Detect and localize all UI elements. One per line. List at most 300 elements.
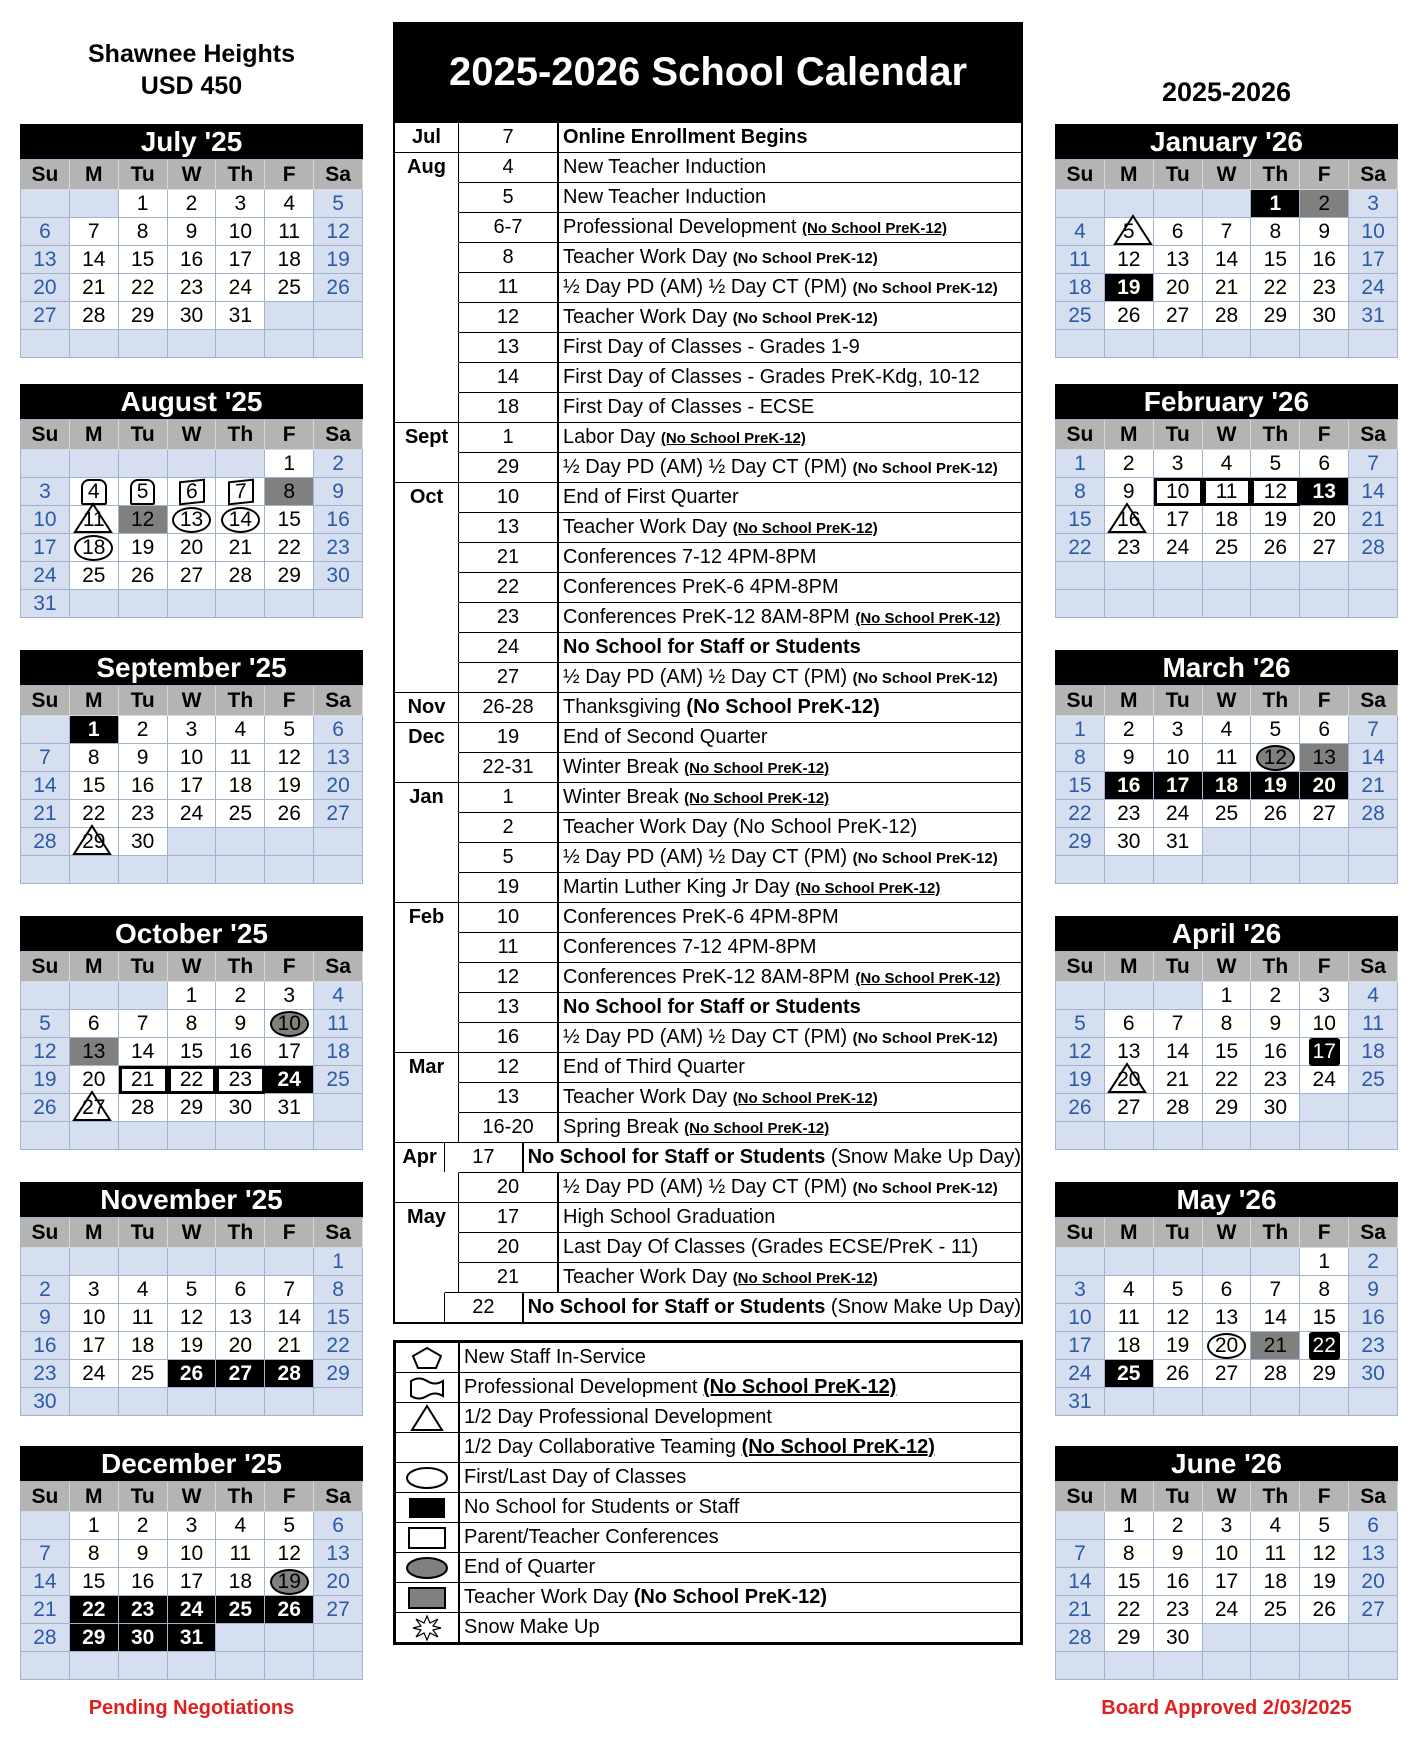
event-row — [395, 122, 1021, 152]
gray-oval-icon — [396, 1553, 460, 1582]
day-cell: 18 — [1056, 274, 1105, 302]
day-cell: 3 — [70, 1276, 119, 1304]
event-row — [395, 572, 1021, 602]
day-cell — [1056, 562, 1105, 590]
no-school-note: (No School PreK-12) — [732, 1270, 878, 1287]
event-text: Winter Break — [563, 786, 685, 808]
weekday-header: Tu — [1154, 1218, 1203, 1248]
event-note: (Snow Make Up Day) — [825, 1296, 1021, 1318]
day-cell: 12 — [265, 1540, 314, 1568]
day-cell: 9 — [168, 218, 217, 246]
day-cell: 19 — [1300, 1568, 1349, 1596]
day-cell: 1 — [1056, 716, 1105, 744]
event-text: Conferences PreK-6 4PM-8PM — [563, 576, 839, 598]
day-cell: 6 — [216, 1276, 265, 1304]
event-date: 6-7 — [459, 213, 559, 242]
weekday-header: Sa — [1349, 420, 1398, 450]
district-line-2: USD 450 — [140, 72, 243, 100]
day-cell: 6 — [1349, 1512, 1398, 1540]
day-cell — [265, 1652, 314, 1680]
weekday-header: Su — [1056, 1218, 1105, 1248]
day-cell: 27 — [1105, 1094, 1154, 1122]
day-cell: 6 — [1203, 1276, 1252, 1304]
event-text: ½ Day PD (AM) ½ Day CT (PM) — [563, 456, 853, 478]
day-cell: 6 — [168, 478, 217, 506]
day-cell: 24 — [1154, 534, 1203, 562]
day-cell: 29 — [1251, 302, 1300, 330]
event-row — [395, 662, 1021, 692]
weekday-header: Su — [21, 160, 70, 190]
day-cell: 2 — [119, 716, 168, 744]
day-cell: 20 — [1203, 1332, 1252, 1360]
day-cell: 3 — [216, 190, 265, 218]
day-cell: 7 — [1349, 716, 1398, 744]
day-cell: 23 — [216, 1066, 265, 1094]
weekday-header: F — [265, 686, 314, 716]
no-school-note: (No School PreK-12) — [855, 610, 1001, 627]
weekday-header: M — [1105, 420, 1154, 450]
day-cell — [1349, 1624, 1398, 1652]
day-cell: 7 — [21, 744, 70, 772]
day-cell: 8 — [1203, 1010, 1252, 1038]
district-name — [20, 38, 363, 102]
event-row — [395, 392, 1021, 422]
weekday-header: Th — [216, 1482, 265, 1512]
event-date: 22 — [445, 1293, 523, 1322]
day-cell — [1154, 1248, 1203, 1276]
legend-text: First/Last Day of Classes — [464, 1466, 687, 1488]
day-cell: 24 — [168, 1596, 217, 1624]
no-school-note: (No School PreK-12) — [852, 670, 998, 687]
event-month — [395, 212, 459, 242]
event-text: Teacher Work Day — [563, 306, 733, 328]
day-cell: 24 — [168, 800, 217, 828]
event-month — [395, 272, 459, 302]
day-cell: 28 — [119, 1094, 168, 1122]
event-text: ½ Day PD (AM) ½ Day CT (PM) — [563, 666, 853, 688]
weekday-header: F — [1300, 686, 1349, 716]
weekday-header: Tu — [1154, 952, 1203, 982]
day-cell: 20 — [314, 772, 363, 800]
weekday-header: Tu — [119, 1482, 168, 1512]
day-cell: 20 — [216, 1332, 265, 1360]
event-month — [395, 182, 459, 212]
legend-label — [460, 1613, 1020, 1642]
day-cell — [216, 330, 265, 358]
day-cell — [314, 1652, 363, 1680]
event-text: End of Third Quarter — [563, 1056, 745, 1078]
day-cell: 22 — [1056, 534, 1105, 562]
event-row — [395, 1172, 1021, 1202]
day-cell: 6 — [314, 1512, 363, 1540]
event-text: Teacher Work Day — [563, 1266, 733, 1288]
day-cell: 11 — [1056, 246, 1105, 274]
day-cell: 18 — [1251, 1568, 1300, 1596]
legend-row — [396, 1522, 1020, 1552]
day-cell: 21 — [21, 800, 70, 828]
event-row — [395, 332, 1021, 362]
weekday-header: M — [70, 686, 119, 716]
day-cell: 5 — [1154, 1276, 1203, 1304]
event-description — [559, 366, 1021, 389]
day-cell — [21, 982, 70, 1010]
day-cell — [1300, 1388, 1349, 1416]
day-cell: 26 — [1105, 302, 1154, 330]
day-cell: 20 — [70, 1066, 119, 1094]
legend-text: New Staff In-Service — [464, 1346, 646, 1368]
day-cell: 23 — [1251, 1066, 1300, 1094]
day-cell: 11 — [1203, 744, 1252, 772]
day-cell: 25 — [314, 1066, 363, 1094]
event-date: 21 — [459, 1263, 559, 1292]
day-cell: 2 — [314, 450, 363, 478]
day-cell: 24 — [1056, 1360, 1105, 1388]
event-description — [559, 1086, 1021, 1109]
day-cell: 2 — [119, 1512, 168, 1540]
day-cell: 3 — [1154, 716, 1203, 744]
day-cell: 4 — [1251, 1512, 1300, 1540]
event-description — [559, 906, 1021, 929]
day-cell: 25 — [1349, 1066, 1398, 1094]
month-calendar — [1055, 650, 1398, 884]
day-cell: 15 — [314, 1304, 363, 1332]
month-title: December '25 — [20, 1446, 363, 1481]
event-text: Martin Luther King Jr Day — [563, 876, 796, 898]
day-cell: 3 — [21, 478, 70, 506]
event-description — [559, 1056, 1021, 1079]
event-date: 23 — [459, 603, 559, 632]
event-description — [559, 1116, 1021, 1139]
white-box-icon — [396, 1523, 460, 1552]
day-cell — [168, 330, 217, 358]
weekday-header: Sa — [314, 686, 363, 716]
day-cell: 17 — [1056, 1332, 1105, 1360]
day-cell: 23 — [1105, 800, 1154, 828]
day-cell — [314, 1122, 363, 1150]
event-row — [395, 692, 1021, 722]
event-date: 13 — [459, 513, 559, 542]
weekday-header: Tu — [119, 1218, 168, 1248]
day-cell — [1056, 982, 1105, 1010]
day-cell: 25 — [1251, 1596, 1300, 1624]
legend-row — [396, 1432, 1020, 1462]
day-cell: 9 — [314, 478, 363, 506]
event-text: Winter Break — [563, 756, 685, 778]
event-month — [395, 752, 459, 782]
day-cell: 1 — [119, 190, 168, 218]
legend-label — [460, 1583, 1020, 1612]
weekday-header: F — [265, 952, 314, 982]
day-cell: 29 — [168, 1094, 217, 1122]
weekday-header: Sa — [1349, 952, 1398, 982]
day-cell: 20 — [314, 1568, 363, 1596]
day-cell: 26 — [265, 800, 314, 828]
event-description — [559, 606, 1021, 629]
weekday-header: W — [1203, 1482, 1252, 1512]
day-cell: 17 — [216, 246, 265, 274]
day-cell — [1251, 1652, 1300, 1680]
day-cell: 21 — [1251, 1332, 1300, 1360]
day-cell: 26 — [119, 562, 168, 590]
event-description — [559, 546, 1021, 569]
day-cell: 8 — [119, 218, 168, 246]
day-cell — [1300, 1094, 1349, 1122]
day-cell: 3 — [1056, 1276, 1105, 1304]
day-cell — [1154, 190, 1203, 218]
event-row — [395, 1052, 1021, 1082]
day-cell: 4 — [1349, 982, 1398, 1010]
event-row — [395, 1292, 1021, 1322]
weekday-header: Th — [1251, 420, 1300, 450]
month-title: January '26 — [1055, 124, 1398, 159]
legend-label — [460, 1463, 1020, 1492]
day-cell: 7 — [119, 1010, 168, 1038]
weekday-header: Th — [216, 686, 265, 716]
day-cell: 18 — [216, 1568, 265, 1596]
day-cell — [1056, 1248, 1105, 1276]
event-date: 19 — [459, 723, 559, 752]
day-cell — [1105, 1248, 1154, 1276]
weekday-header: F — [1300, 952, 1349, 982]
event-text: Last Day Of Classes (Grades ECSE/PreK - 11) — [563, 1236, 979, 1258]
weekday-header: W — [168, 686, 217, 716]
day-cell — [216, 1248, 265, 1276]
day-cell: 21 — [1349, 772, 1398, 800]
event-month — [395, 542, 459, 572]
day-cell: 6 — [1105, 1010, 1154, 1038]
event-date: 26-28 — [459, 693, 559, 722]
day-cell — [119, 450, 168, 478]
day-cell: 23 — [119, 800, 168, 828]
no-school-note: (No School PreK-12) — [732, 310, 878, 327]
weekday-header: Th — [216, 952, 265, 982]
day-cell: 28 — [1251, 1360, 1300, 1388]
month-calendar — [20, 124, 363, 358]
event-text: Teacher Work Day — [563, 246, 733, 268]
weekday-header: Sa — [314, 1482, 363, 1512]
month-title: July '25 — [20, 124, 363, 159]
day-cell: 28 — [216, 562, 265, 590]
day-cell: 6 — [1300, 716, 1349, 744]
event-text: Conferences PreK-6 4PM-8PM — [563, 906, 839, 928]
event-date: 10 — [459, 483, 559, 512]
event-date: 11 — [459, 933, 559, 962]
no-school-note: (No School PreK-12) — [686, 696, 880, 718]
day-cell: 26 — [1056, 1094, 1105, 1122]
day-cell: 12 — [168, 1304, 217, 1332]
day-cell: 6 — [1154, 218, 1203, 246]
day-cell: 1 — [1105, 1512, 1154, 1540]
legend-label — [460, 1523, 1020, 1552]
day-cell: 8 — [70, 1540, 119, 1568]
event-text: First Day of Classes - Grades 1-9 — [563, 336, 860, 358]
day-cell: 10 — [168, 1540, 217, 1568]
day-cell: 9 — [1300, 218, 1349, 246]
event-text: Conferences PreK-12 8AM-8PM — [563, 606, 856, 628]
day-cell — [21, 716, 70, 744]
day-cell — [1300, 1624, 1349, 1652]
weekday-header: Tu — [1154, 1482, 1203, 1512]
day-cell: 29 — [1105, 1624, 1154, 1652]
weekday-header: M — [70, 160, 119, 190]
flag-icon — [396, 1373, 460, 1402]
legend-text: Snow Make Up — [464, 1616, 600, 1638]
event-row — [395, 602, 1021, 632]
day-cell: 3 — [1349, 190, 1398, 218]
day-cell — [1105, 1652, 1154, 1680]
day-cell: 21 — [1203, 274, 1252, 302]
month-calendar — [20, 384, 363, 618]
day-cell: 4 — [265, 190, 314, 218]
event-month: Dec — [395, 723, 459, 752]
day-cell — [21, 1122, 70, 1150]
day-cell: 22 — [1203, 1066, 1252, 1094]
day-cell — [168, 1388, 217, 1416]
event-date: 16 — [459, 1023, 559, 1052]
day-cell — [119, 330, 168, 358]
event-description — [559, 1236, 1021, 1259]
day-cell — [21, 190, 70, 218]
weekday-header: F — [265, 420, 314, 450]
day-cell: 4 — [70, 478, 119, 506]
day-cell: 28 — [1056, 1624, 1105, 1652]
day-cell — [70, 450, 119, 478]
day-cell: 19 — [314, 246, 363, 274]
day-cell — [314, 1094, 363, 1122]
day-cell — [1251, 1624, 1300, 1652]
legend-row — [396, 1372, 1020, 1402]
day-cell: 7 — [1251, 1276, 1300, 1304]
day-cell — [1056, 1512, 1105, 1540]
legend-row — [396, 1492, 1020, 1522]
day-cell: 16 — [1105, 772, 1154, 800]
day-cell: 7 — [1056, 1540, 1105, 1568]
day-cell: 31 — [168, 1624, 217, 1652]
day-cell: 30 — [168, 302, 217, 330]
day-cell: 30 — [314, 562, 363, 590]
day-cell: 1 — [265, 450, 314, 478]
day-cell: 31 — [21, 590, 70, 618]
day-cell: 3 — [265, 982, 314, 1010]
day-cell — [70, 1248, 119, 1276]
day-cell: 15 — [1203, 1038, 1252, 1066]
event-text: End of First Quarter — [563, 486, 739, 508]
event-month — [395, 1082, 459, 1112]
day-cell: 13 — [168, 506, 217, 534]
event-description — [559, 666, 1021, 689]
event-date: 2 — [459, 813, 559, 842]
day-cell: 21 — [70, 274, 119, 302]
day-cell — [216, 1624, 265, 1652]
event-date: 29 — [459, 453, 559, 482]
day-cell: 14 — [1154, 1038, 1203, 1066]
day-cell: 22 — [1251, 274, 1300, 302]
day-cell: 28 — [265, 1360, 314, 1388]
weekday-header: Tu — [1154, 420, 1203, 450]
day-cell: 9 — [1154, 1540, 1203, 1568]
day-cell: 15 — [1300, 1304, 1349, 1332]
day-cell — [119, 1248, 168, 1276]
starburst-icon — [396, 1613, 460, 1642]
day-cell: 31 — [216, 302, 265, 330]
event-description — [559, 426, 1021, 449]
weekday-header: W — [1203, 420, 1252, 450]
day-cell: 31 — [265, 1094, 314, 1122]
day-cell — [168, 1248, 217, 1276]
day-cell: 13 — [1203, 1304, 1252, 1332]
day-cell: 12 — [1300, 1540, 1349, 1568]
day-cell — [1349, 1094, 1398, 1122]
day-cell: 19 — [119, 534, 168, 562]
day-cell — [1105, 1388, 1154, 1416]
event-month — [395, 872, 459, 902]
day-cell: 24 — [1349, 274, 1398, 302]
day-cell: 1 — [1056, 450, 1105, 478]
weekday-header: Sa — [1349, 686, 1398, 716]
day-cell — [119, 1388, 168, 1416]
day-cell: 2 — [1251, 982, 1300, 1010]
event-description — [559, 636, 1021, 659]
day-cell: 9 — [119, 1540, 168, 1568]
event-month — [395, 242, 459, 272]
month-calendar — [20, 1182, 363, 1416]
day-cell: 16 — [119, 772, 168, 800]
day-cell: 22 — [70, 1596, 119, 1624]
event-month — [395, 662, 459, 692]
day-cell: 24 — [1154, 800, 1203, 828]
day-cell: 15 — [70, 772, 119, 800]
event-description — [559, 186, 1021, 209]
day-cell — [1300, 330, 1349, 358]
day-cell: 19 — [1056, 1066, 1105, 1094]
day-cell: 27 — [314, 1596, 363, 1624]
event-date: 22 — [459, 573, 559, 602]
event-row — [395, 542, 1021, 572]
day-cell: 12 — [21, 1038, 70, 1066]
weekday-header: Tu — [119, 952, 168, 982]
pentagon-icon — [396, 1343, 460, 1372]
event-date: 19 — [459, 873, 559, 902]
day-cell — [314, 302, 363, 330]
weekday-header: F — [265, 1218, 314, 1248]
event-row — [395, 452, 1021, 482]
weekday-header: M — [1105, 1218, 1154, 1248]
day-cell — [1349, 1122, 1398, 1150]
day-cell: 25 — [216, 1596, 265, 1624]
day-cell: 5 — [265, 716, 314, 744]
day-cell — [1251, 828, 1300, 856]
day-cell: 22 — [1300, 1332, 1349, 1360]
event-month — [395, 1172, 459, 1202]
day-cell: 11 — [1105, 1304, 1154, 1332]
month-calendar — [20, 916, 363, 1150]
event-date: 16-20 — [459, 1113, 559, 1142]
day-cell: 12 — [119, 506, 168, 534]
day-cell: 25 — [265, 274, 314, 302]
legend-label — [460, 1493, 1020, 1522]
event-text: No School for Staff or Students — [563, 996, 861, 1018]
weekday-header: Tu — [1154, 160, 1203, 190]
no-school-note: (No School PreK-12) — [684, 1120, 830, 1137]
day-cell: 31 — [1154, 828, 1203, 856]
day-cell: 27 — [1349, 1596, 1398, 1624]
weekday-header: Sa — [1349, 160, 1398, 190]
day-cell — [1154, 1652, 1203, 1680]
legend-row — [396, 1582, 1020, 1612]
day-cell: 17 — [21, 534, 70, 562]
day-cell: 20 — [168, 534, 217, 562]
weekday-header: M — [70, 952, 119, 982]
